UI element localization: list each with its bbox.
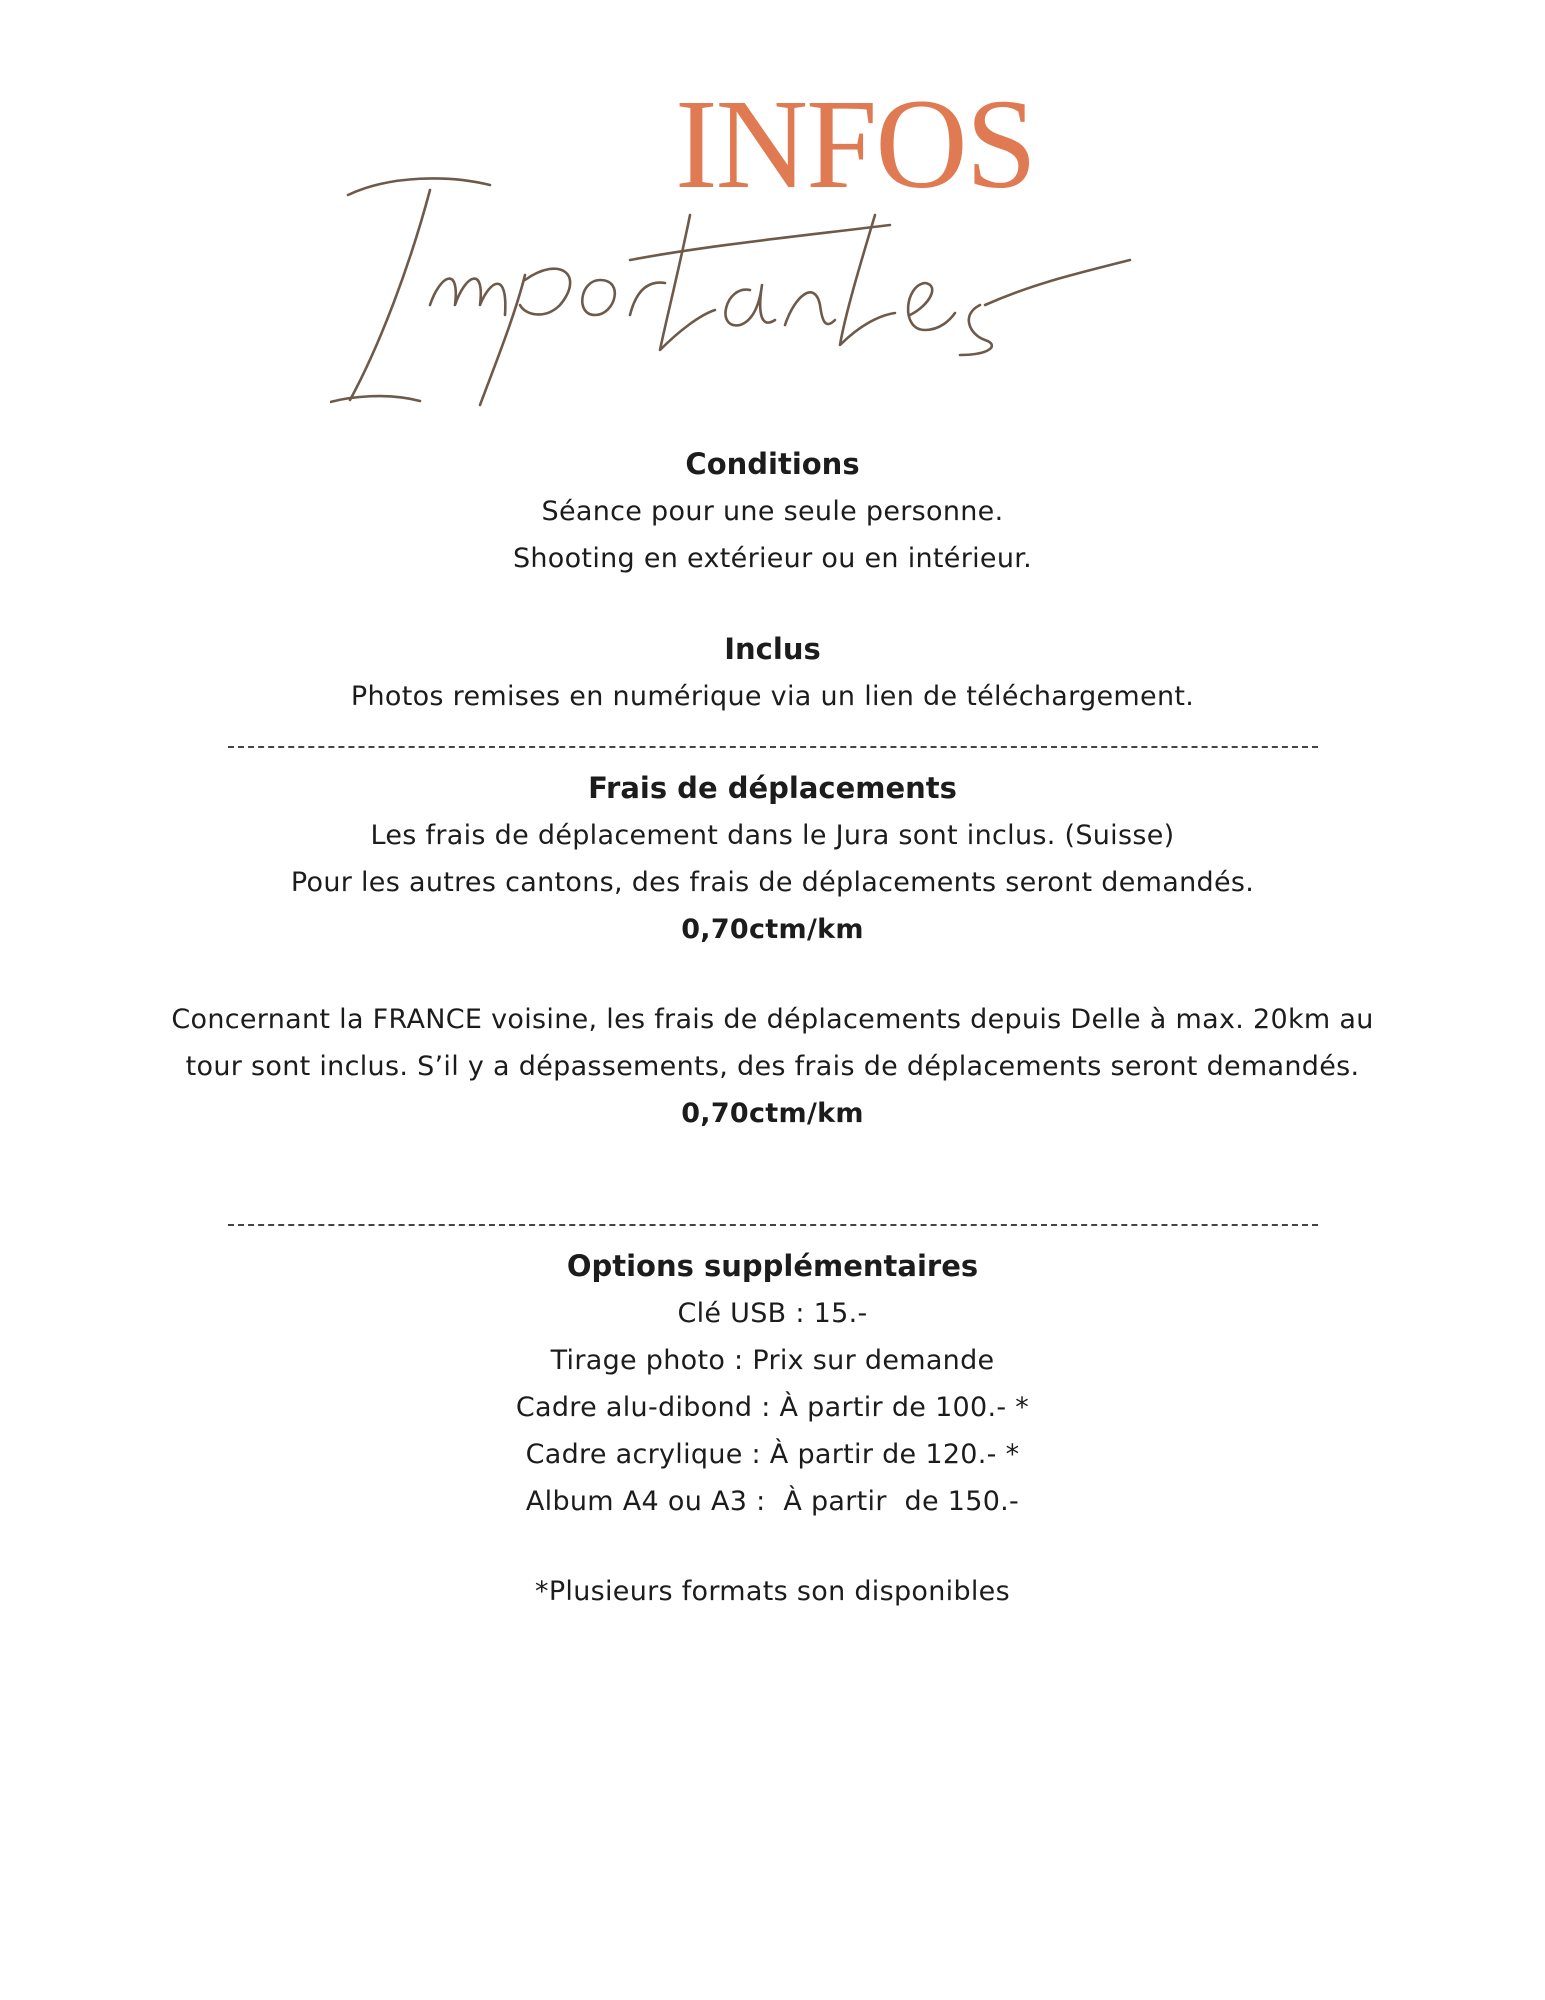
deplacements-heading: Frais de déplacements	[588, 771, 957, 805]
option-item: Album A4 ou A3 : À partir de 150.-	[525, 1486, 1020, 1517]
spacer	[0, 1137, 1545, 1198]
conditions-heading: Conditions	[685, 447, 860, 481]
conditions-line: Séance pour une seule personne.	[541, 496, 1004, 527]
france-paragraph	[163, 996, 1383, 1090]
spacer	[0, 953, 1545, 996]
conditions-line: Shooting en extérieur ou en intérieur.	[512, 543, 1033, 574]
dashed-divider	[228, 1224, 1318, 1226]
option-item: Clé USB : 15.-	[677, 1298, 868, 1329]
france-rate: 0,70ctm/km	[681, 1098, 864, 1129]
inclus-heading: Inclus	[724, 632, 821, 666]
options-heading: Options supplémentaires	[566, 1249, 979, 1283]
option-item: Tirage photo : Prix sur demande	[550, 1345, 995, 1376]
title-block	[0, 60, 1545, 380]
title-infos: INFOS	[675, 73, 1035, 215]
deplacements-rate: 0,70ctm/km	[681, 914, 864, 945]
inclus-line: Photos remises en numérique via un lien de téléchargement.	[350, 681, 1195, 712]
france-line: tour sont inclus. S’il y a dépassements, des frais de déplacements seront demandés.	[185, 1051, 1360, 1082]
deplacements-line: Pour les autres cantons, des frais de déplacements seront demandés.	[290, 867, 1255, 898]
option-item: Cadre alu-dibond : À partir de 100.- *	[515, 1392, 1030, 1423]
title-script-logo	[330, 155, 1170, 425]
content	[0, 440, 1545, 1615]
option-item: Cadre acrylique : À partir de 120.- *	[525, 1439, 1020, 1470]
deplacements-line: Les frais de déplacement dans le Jura sont inclus. (Suisse)	[370, 820, 1175, 851]
options-footnote: *Plusieurs formats son disponibles	[535, 1576, 1010, 1607]
spacer	[0, 582, 1545, 625]
spacer	[0, 1525, 1545, 1568]
france-line: Concernant la FRANCE voisine, les frais de déplacements depuis Delle à max. 20km au	[171, 1004, 1374, 1035]
dashed-divider	[228, 746, 1318, 748]
script-lettering-icon	[330, 155, 1170, 425]
